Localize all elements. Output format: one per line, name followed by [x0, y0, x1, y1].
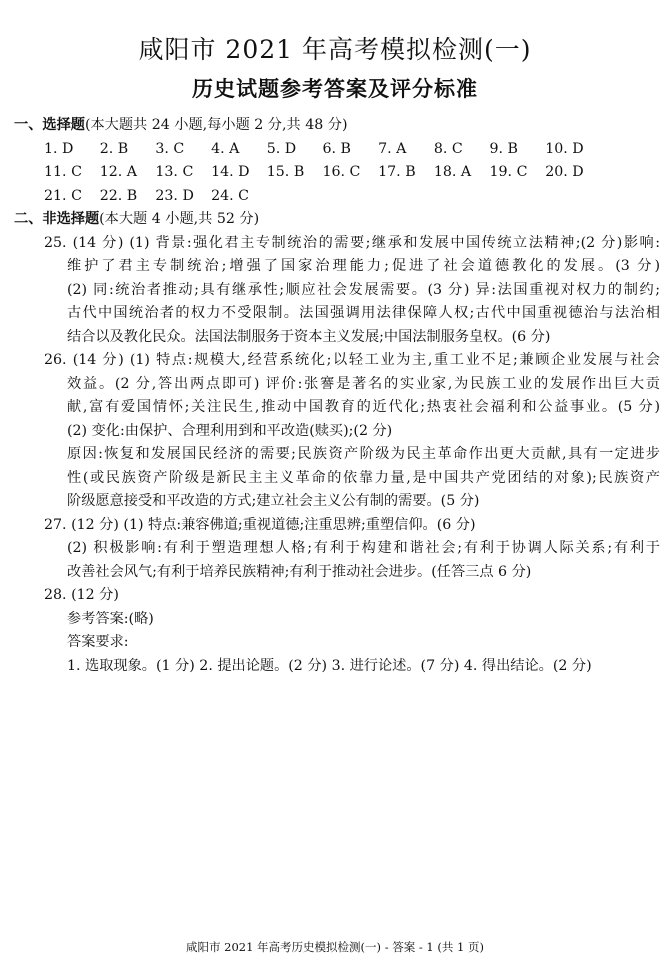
answer-item: 15. B: [266, 164, 305, 180]
q25-line: (2) 同:统治者推动;具有继承性;顺应社会发展需要。(3 分) 异:法国重视对权力的制约;: [67, 281, 660, 298]
answer-item: 20. D: [545, 164, 584, 180]
answer-item: 1. D: [44, 140, 74, 157]
answer-key-body: [14, 114, 660, 678]
q27-line: 改善社会风气;有利于培养民族精神;有利于推动社会进步。(任答三点 6 分): [67, 563, 532, 580]
q25-line: 古代中国统治者的权力不受限制。法国强调用法律保障人权;古代中国重视德治与法治相: [67, 305, 660, 321]
q27-line: 27. (12 分) (1) 特点:兼容佛道;重视道德;注重思辨;重塑信仰。(6 分): [44, 516, 476, 533]
q25-line: 维护了君主专制统治;增强了国家治理能力;促进了社会道德教化的发展。(3 分): [67, 258, 660, 274]
answer-item: 5. D: [266, 140, 297, 157]
page-subtitle: 历史试题参考答案及评分标准: [192, 77, 478, 101]
page-title: 咸阳市 2021 年高考模拟检测(一): [138, 35, 532, 64]
answer-item: 22. B: [99, 187, 138, 204]
answer-item: 8. C: [433, 140, 463, 157]
answer-item: 23. D: [155, 187, 194, 204]
q26-line: (2) 变化:由保护、合理利用到和平改造(赎买);(2 分): [67, 422, 393, 439]
page-footer: 咸阳市 2021 年高考历史模拟检测(一) - 答案 - 1 (共 1 页): [185, 940, 484, 954]
q26-line: 原因:恢复和发展国民经济的需要;民族资产阶级为民主革命作出更大贡献,具有一定进步: [67, 446, 660, 462]
q25-line: 25. (14 分) (1) 背景:强化君主专制统治的需要;继承和发展中国传统立法精神;(2 分)影响:: [44, 234, 660, 251]
section-2-note: (本大题 4 小题,共 52 分): [99, 211, 260, 227]
section-1-note: (本大题共 24 小题,每小题 2 分,共 48 分): [84, 117, 348, 133]
answer-item: 19. C: [489, 164, 528, 180]
section-2-title: 二、非选择题: [14, 211, 100, 227]
question-26: [14, 349, 660, 514]
answer-item: 24. C: [211, 187, 249, 204]
q25-line: 结合以及教化民众。法国法制服务于资本主义发展;中国法制服务皇权。(6 分): [67, 328, 551, 345]
question-28: [14, 584, 660, 678]
answer-item: 7. A: [378, 140, 407, 157]
answer-item: 17. B: [378, 164, 416, 180]
q26-line: 效益。(2 分,答出两点即可) 评价:张謇是著名的实业家,为民族工业的发展作出巨大贡: [67, 375, 660, 392]
answer-item: 21. C: [44, 187, 82, 204]
q26-line: 献,富有爱国情怀;关注民生,推动中国教育的近代化;热衷社会福利和公益事业。(5 分): [67, 399, 660, 415]
answer-item: 10. D: [545, 140, 584, 157]
answer-item: 16. C: [322, 164, 361, 180]
answer-item: 4. A: [211, 140, 240, 157]
q26-line: 阶级愿意接受和平改造的方式;建立社会主义公有制的需要。(5 分): [67, 493, 480, 509]
question-25: [14, 232, 660, 350]
q26-line: 26. (14 分) (1) 特点:规模大,经营系统化;以轻工业为主,重工业不足;兼顾企业发展与社会: [44, 352, 660, 368]
answer-item: 9. B: [489, 140, 518, 157]
answer-item: 6. B: [322, 140, 351, 157]
answer-item: 3. C: [155, 140, 185, 157]
q27-line: (2) 积极影响:有利于塑造理想人格;有利于构建和谐社会;有利于协调人际关系;有利于: [67, 540, 660, 556]
answer-item: 14. D: [211, 164, 250, 180]
section-2-heading: [14, 208, 660, 232]
question-27: [14, 514, 660, 585]
answer-item: 18. A: [433, 164, 472, 180]
answer-item: 2. B: [99, 140, 129, 157]
section-1-title: 一、选择题: [14, 117, 85, 133]
section-1-heading: [14, 114, 660, 138]
answer-item: 13. C: [155, 164, 194, 180]
answer-item: 11. C: [44, 164, 82, 180]
q28-line: 1. 选取现象。(1 分) 2. 提出论题。(2 分) 3. 进行论述。(7 分) 4. 得出结论。(2 分): [67, 657, 592, 674]
multiple-choice-answers: [14, 138, 660, 209]
q28-line: 答案要求:: [67, 634, 129, 650]
q28-line: 28. (12 分): [44, 587, 119, 603]
answer-item: 12. A: [99, 164, 138, 180]
q26-line: 性(或民族资产阶级是新民主主义革命的依靠力量,是中国共产党团结的对象);民族资产: [67, 469, 660, 486]
q28-line: 参考答案:(略): [67, 610, 154, 627]
